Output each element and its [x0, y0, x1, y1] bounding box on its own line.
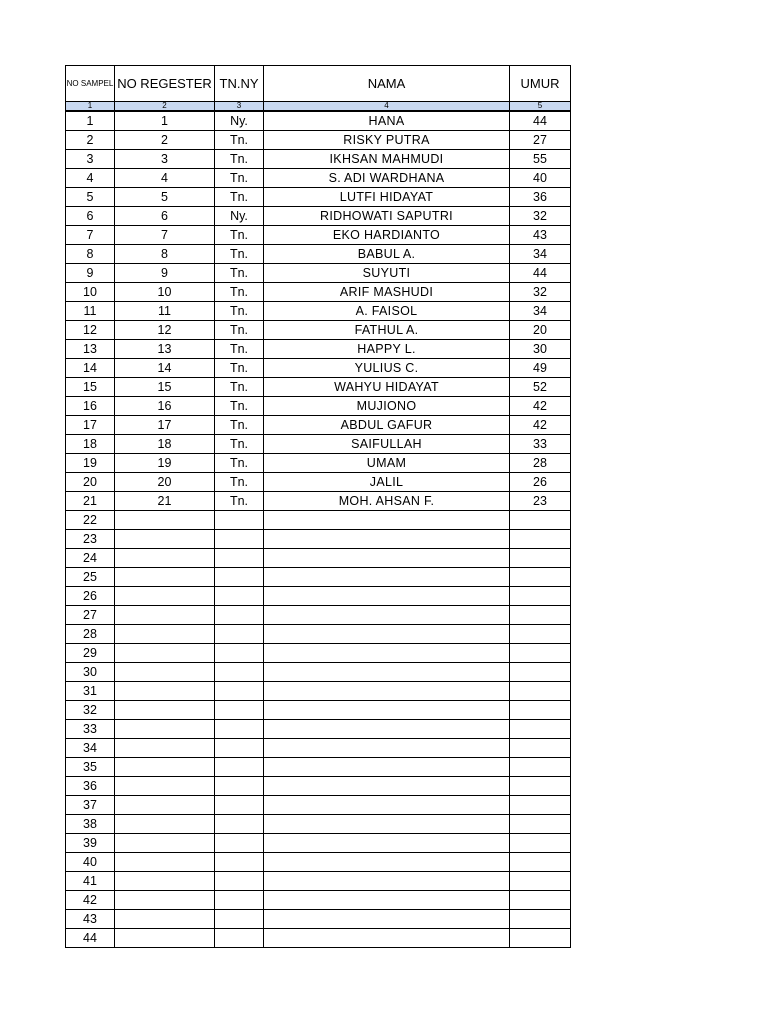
cell-no-regester: [115, 891, 215, 910]
cell-tn-ny: [215, 758, 264, 777]
cell-umur: 27: [510, 131, 571, 150]
cell-no-regester: [115, 587, 215, 606]
cell-no-regester: 3: [115, 150, 215, 169]
cell-no-sampel: 6: [66, 207, 115, 226]
cell-no-regester: [115, 853, 215, 872]
cell-nama: SAIFULLAH: [264, 435, 510, 454]
cell-no-regester: 6: [115, 207, 215, 226]
cell-umur: 42: [510, 416, 571, 435]
cell-tn-ny: [215, 891, 264, 910]
cell-nama: [264, 511, 510, 530]
table-row: [66, 777, 571, 796]
cell-no-sampel: 17: [66, 416, 115, 435]
cell-no-sampel: 24: [66, 549, 115, 568]
cell-no-regester: [115, 549, 215, 568]
cell-tn-ny: Tn.: [215, 397, 264, 416]
header-row: [66, 66, 571, 102]
cell-tn-ny: Ny.: [215, 111, 264, 131]
cell-no-sampel: 38: [66, 815, 115, 834]
cell-tn-ny: Tn.: [215, 416, 264, 435]
table-row: [66, 815, 571, 834]
cell-tn-ny: [215, 530, 264, 549]
cell-nama: SUYUTI: [264, 264, 510, 283]
cell-no-regester: 11: [115, 302, 215, 321]
cell-nama: UMAM: [264, 454, 510, 473]
cell-no-sampel: 26: [66, 587, 115, 606]
cell-no-regester: [115, 929, 215, 948]
cell-no-sampel: 40: [66, 853, 115, 872]
cell-nama: MUJIONO: [264, 397, 510, 416]
cell-no-sampel: 34: [66, 739, 115, 758]
cell-nama: A. FAISOL: [264, 302, 510, 321]
cell-umur: 44: [510, 111, 571, 131]
cell-no-sampel: 22: [66, 511, 115, 530]
table-row: [66, 150, 571, 169]
table-row: [66, 739, 571, 758]
cell-nama: [264, 834, 510, 853]
table-row: [66, 378, 571, 397]
column-number: 4: [264, 102, 510, 112]
cell-tn-ny: [215, 587, 264, 606]
cell-nama: BABUL A.: [264, 245, 510, 264]
cell-no-regester: 13: [115, 340, 215, 359]
cell-umur: [510, 625, 571, 644]
table-row: [66, 549, 571, 568]
table-row: [66, 492, 571, 511]
table-row: [66, 872, 571, 891]
cell-no-sampel: 32: [66, 701, 115, 720]
cell-no-sampel: 7: [66, 226, 115, 245]
table-row: [66, 682, 571, 701]
cell-tn-ny: [215, 568, 264, 587]
cell-umur: 32: [510, 207, 571, 226]
cell-no-sampel: 1: [66, 111, 115, 131]
cell-tn-ny: [215, 701, 264, 720]
cell-no-regester: [115, 530, 215, 549]
cell-no-regester: [115, 625, 215, 644]
cell-umur: [510, 701, 571, 720]
cell-umur: 43: [510, 226, 571, 245]
cell-no-sampel: 16: [66, 397, 115, 416]
cell-umur: [510, 530, 571, 549]
cell-umur: [510, 853, 571, 872]
table-row: [66, 321, 571, 340]
cell-umur: [510, 663, 571, 682]
header-no-regester: NO REGESTER: [115, 66, 215, 102]
cell-no-regester: 20: [115, 473, 215, 492]
cell-no-sampel: 4: [66, 169, 115, 188]
cell-nama: [264, 587, 510, 606]
table-row: [66, 359, 571, 378]
cell-no-sampel: 30: [66, 663, 115, 682]
table-row: [66, 568, 571, 587]
cell-no-regester: 14: [115, 359, 215, 378]
column-number-row: [66, 102, 571, 112]
table-row: [66, 663, 571, 682]
cell-tn-ny: [215, 910, 264, 929]
table-row: [66, 625, 571, 644]
cell-nama: YULIUS C.: [264, 359, 510, 378]
cell-umur: 20: [510, 321, 571, 340]
cell-umur: [510, 777, 571, 796]
cell-nama: [264, 891, 510, 910]
table-row: [66, 511, 571, 530]
cell-tn-ny: Tn.: [215, 131, 264, 150]
cell-no-regester: 1: [115, 111, 215, 131]
cell-nama: [264, 701, 510, 720]
table-row: [66, 283, 571, 302]
cell-umur: [510, 587, 571, 606]
table-row: [66, 796, 571, 815]
cell-no-sampel: 2: [66, 131, 115, 150]
table-row: [66, 340, 571, 359]
cell-tn-ny: Tn.: [215, 283, 264, 302]
cell-tn-ny: Tn.: [215, 226, 264, 245]
cell-no-regester: 2: [115, 131, 215, 150]
cell-no-regester: [115, 701, 215, 720]
cell-umur: 40: [510, 169, 571, 188]
cell-no-sampel: 44: [66, 929, 115, 948]
table-row: [66, 416, 571, 435]
cell-no-regester: [115, 834, 215, 853]
cell-nama: [264, 644, 510, 663]
cell-no-sampel: 9: [66, 264, 115, 283]
cell-nama: MOH. AHSAN F.: [264, 492, 510, 511]
table-row: [66, 587, 571, 606]
cell-no-sampel: 43: [66, 910, 115, 929]
table-row: [66, 169, 571, 188]
cell-no-sampel: 35: [66, 758, 115, 777]
cell-no-regester: 18: [115, 435, 215, 454]
cell-nama: [264, 606, 510, 625]
cell-nama: FATHUL A.: [264, 321, 510, 340]
cell-umur: [510, 511, 571, 530]
cell-no-regester: 7: [115, 226, 215, 245]
cell-tn-ny: Tn.: [215, 321, 264, 340]
cell-umur: [510, 739, 571, 758]
cell-nama: [264, 910, 510, 929]
cell-tn-ny: [215, 796, 264, 815]
cell-no-regester: 15: [115, 378, 215, 397]
header-umur: UMUR: [510, 66, 571, 102]
cell-no-regester: [115, 739, 215, 758]
cell-no-sampel: 15: [66, 378, 115, 397]
cell-no-sampel: 37: [66, 796, 115, 815]
table-row: [66, 758, 571, 777]
cell-umur: [510, 682, 571, 701]
cell-umur: [510, 758, 571, 777]
table-row: [66, 207, 571, 226]
cell-no-sampel: 29: [66, 644, 115, 663]
cell-nama: EKO HARDIANTO: [264, 226, 510, 245]
cell-no-regester: [115, 777, 215, 796]
cell-umur: [510, 720, 571, 739]
cell-nama: JALIL: [264, 473, 510, 492]
patient-table-sheet: [65, 65, 570, 948]
cell-tn-ny: [215, 625, 264, 644]
cell-no-regester: [115, 606, 215, 625]
cell-nama: RISKY PUTRA: [264, 131, 510, 150]
cell-umur: 26: [510, 473, 571, 492]
cell-umur: 42: [510, 397, 571, 416]
table-row: [66, 644, 571, 663]
cell-nama: [264, 777, 510, 796]
cell-tn-ny: [215, 606, 264, 625]
cell-umur: [510, 644, 571, 663]
cell-umur: [510, 815, 571, 834]
cell-no-sampel: 33: [66, 720, 115, 739]
cell-umur: 33: [510, 435, 571, 454]
cell-tn-ny: [215, 720, 264, 739]
cell-no-regester: 5: [115, 188, 215, 207]
cell-tn-ny: Tn.: [215, 454, 264, 473]
cell-no-sampel: 23: [66, 530, 115, 549]
cell-nama: [264, 682, 510, 701]
cell-tn-ny: Tn.: [215, 169, 264, 188]
cell-tn-ny: Tn.: [215, 264, 264, 283]
table-row: [66, 910, 571, 929]
cell-nama: LUTFI HIDAYAT: [264, 188, 510, 207]
cell-nama: [264, 530, 510, 549]
table-row: [66, 302, 571, 321]
cell-nama: [264, 663, 510, 682]
cell-tn-ny: Tn.: [215, 435, 264, 454]
cell-tn-ny: [215, 549, 264, 568]
cell-no-regester: 17: [115, 416, 215, 435]
cell-umur: 52: [510, 378, 571, 397]
header-nama: NAMA: [264, 66, 510, 102]
cell-tn-ny: [215, 682, 264, 701]
table-row: [66, 435, 571, 454]
cell-nama: S. ADI WARDHANA: [264, 169, 510, 188]
cell-no-regester: [115, 910, 215, 929]
cell-tn-ny: Tn.: [215, 473, 264, 492]
cell-nama: IKHSAN MAHMUDI: [264, 150, 510, 169]
cell-umur: [510, 549, 571, 568]
cell-no-sampel: 25: [66, 568, 115, 587]
cell-no-sampel: 21: [66, 492, 115, 511]
cell-no-sampel: 10: [66, 283, 115, 302]
cell-no-regester: [115, 872, 215, 891]
cell-umur: 28: [510, 454, 571, 473]
cell-nama: [264, 625, 510, 644]
cell-umur: 30: [510, 340, 571, 359]
column-number: 1: [66, 102, 115, 112]
cell-no-sampel: 28: [66, 625, 115, 644]
cell-no-regester: [115, 758, 215, 777]
cell-nama: [264, 853, 510, 872]
table-row: [66, 606, 571, 625]
cell-no-regester: [115, 511, 215, 530]
cell-tn-ny: Tn.: [215, 302, 264, 321]
column-number: 2: [115, 102, 215, 112]
cell-nama: WAHYU HIDAYAT: [264, 378, 510, 397]
table-row: [66, 131, 571, 150]
cell-no-sampel: 36: [66, 777, 115, 796]
cell-no-sampel: 3: [66, 150, 115, 169]
cell-umur: [510, 834, 571, 853]
cell-no-regester: 16: [115, 397, 215, 416]
table-row: [66, 264, 571, 283]
cell-no-regester: [115, 682, 215, 701]
cell-umur: [510, 796, 571, 815]
cell-no-regester: 9: [115, 264, 215, 283]
cell-nama: HAPPY L.: [264, 340, 510, 359]
cell-nama: [264, 568, 510, 587]
cell-tn-ny: [215, 929, 264, 948]
cell-umur: [510, 872, 571, 891]
cell-tn-ny: [215, 739, 264, 758]
cell-tn-ny: [215, 511, 264, 530]
cell-tn-ny: [215, 853, 264, 872]
cell-umur: 49: [510, 359, 571, 378]
cell-no-sampel: 11: [66, 302, 115, 321]
cell-no-regester: 21: [115, 492, 215, 511]
cell-no-regester: [115, 796, 215, 815]
cell-tn-ny: Tn.: [215, 188, 264, 207]
cell-no-regester: [115, 568, 215, 587]
cell-nama: [264, 720, 510, 739]
cell-tn-ny: Ny.: [215, 207, 264, 226]
cell-no-regester: 19: [115, 454, 215, 473]
cell-no-sampel: 39: [66, 834, 115, 853]
table-row: [66, 530, 571, 549]
table-row: [66, 891, 571, 910]
cell-tn-ny: Tn.: [215, 340, 264, 359]
cell-no-regester: 12: [115, 321, 215, 340]
cell-tn-ny: [215, 644, 264, 663]
cell-nama: [264, 549, 510, 568]
cell-no-sampel: 42: [66, 891, 115, 910]
table-row: [66, 834, 571, 853]
table-row: [66, 720, 571, 739]
cell-no-sampel: 31: [66, 682, 115, 701]
cell-tn-ny: [215, 872, 264, 891]
cell-nama: [264, 739, 510, 758]
cell-no-sampel: 14: [66, 359, 115, 378]
header-tn-ny: TN.NY: [215, 66, 264, 102]
cell-tn-ny: Tn.: [215, 378, 264, 397]
cell-umur: [510, 606, 571, 625]
cell-tn-ny: [215, 815, 264, 834]
cell-tn-ny: [215, 834, 264, 853]
cell-no-regester: 10: [115, 283, 215, 302]
cell-no-sampel: 8: [66, 245, 115, 264]
cell-umur: [510, 910, 571, 929]
cell-nama: [264, 796, 510, 815]
cell-umur: [510, 568, 571, 587]
cell-tn-ny: Tn.: [215, 492, 264, 511]
cell-tn-ny: [215, 777, 264, 796]
cell-no-regester: 4: [115, 169, 215, 188]
cell-no-sampel: 18: [66, 435, 115, 454]
cell-nama: [264, 929, 510, 948]
table-row: [66, 188, 571, 207]
cell-no-regester: [115, 720, 215, 739]
table-row: [66, 397, 571, 416]
cell-nama: [264, 758, 510, 777]
cell-umur: 32: [510, 283, 571, 302]
cell-umur: 23: [510, 492, 571, 511]
cell-tn-ny: [215, 663, 264, 682]
cell-nama: HANA: [264, 111, 510, 131]
cell-no-sampel: 19: [66, 454, 115, 473]
cell-tn-ny: Tn.: [215, 150, 264, 169]
table-row: [66, 701, 571, 720]
cell-no-sampel: 13: [66, 340, 115, 359]
cell-nama: [264, 815, 510, 834]
table-row: [66, 473, 571, 492]
cell-umur: 34: [510, 245, 571, 264]
cell-tn-ny: Tn.: [215, 245, 264, 264]
table-row: [66, 245, 571, 264]
cell-tn-ny: Tn.: [215, 359, 264, 378]
table-row: [66, 454, 571, 473]
cell-nama: ARIF MASHUDI: [264, 283, 510, 302]
cell-no-regester: [115, 815, 215, 834]
header-no-sampel: NO SAMPEL: [66, 66, 115, 102]
cell-no-sampel: 5: [66, 188, 115, 207]
cell-nama: ABDUL GAFUR: [264, 416, 510, 435]
cell-umur: [510, 929, 571, 948]
cell-no-regester: 8: [115, 245, 215, 264]
table-row: [66, 226, 571, 245]
table-row: [66, 929, 571, 948]
cell-no-regester: [115, 644, 215, 663]
cell-nama: [264, 872, 510, 891]
cell-umur: 34: [510, 302, 571, 321]
cell-nama: RIDHOWATI SAPUTRI: [264, 207, 510, 226]
cell-umur: 44: [510, 264, 571, 283]
column-number: 5: [510, 102, 571, 112]
cell-no-sampel: 20: [66, 473, 115, 492]
cell-umur: 55: [510, 150, 571, 169]
table-row: [66, 111, 571, 131]
cell-no-sampel: 12: [66, 321, 115, 340]
cell-no-regester: [115, 663, 215, 682]
cell-umur: [510, 891, 571, 910]
column-number: 3: [215, 102, 264, 112]
cell-no-sampel: 41: [66, 872, 115, 891]
patient-table: [65, 65, 571, 948]
table-row: [66, 853, 571, 872]
cell-no-sampel: 27: [66, 606, 115, 625]
cell-umur: 36: [510, 188, 571, 207]
table-body: [66, 111, 571, 948]
